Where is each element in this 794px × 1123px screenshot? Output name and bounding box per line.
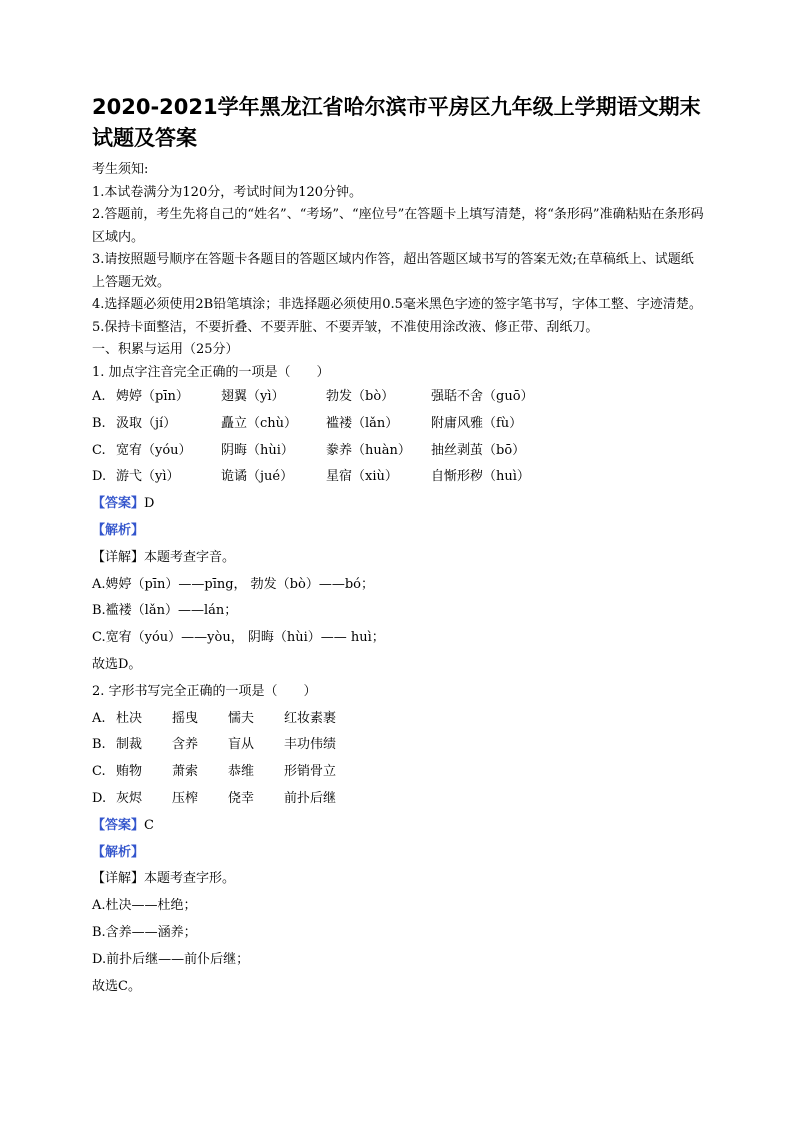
question-stem: 1. 加点字注音完全正确的一项是（ ） xyxy=(92,364,330,380)
answer-tag: 【答案】 xyxy=(92,496,145,512)
option-word: 恭维 xyxy=(228,764,255,780)
option-letter: A. xyxy=(92,389,106,404)
option-word: 懦夫 xyxy=(228,710,255,726)
option-word: 红妆素裹 xyxy=(284,710,337,726)
option-letter: C. xyxy=(92,442,106,458)
option-row xyxy=(92,732,710,759)
option-word: 前扑后继 xyxy=(284,790,337,806)
detail-tag: 【详解】 xyxy=(92,549,145,565)
option-word: 汲取（jí） xyxy=(116,415,177,431)
option-word: 娉婷（pīn） xyxy=(116,389,189,404)
document-page xyxy=(92,92,710,1000)
option-word: 制裁 xyxy=(116,737,143,753)
notice-item: 5.保持卡面整洁，不要折叠、不要弄脏、不要弄皱，不准使用涂改液、修正带、刮纸刀。 xyxy=(92,319,599,335)
option-word: 褴褛（lǎn） xyxy=(326,415,399,431)
option-letter: D. xyxy=(92,790,107,806)
option-word: 自惭形秽（huì） xyxy=(431,469,530,485)
option-word: 侥幸 xyxy=(228,790,255,806)
answer-value: C xyxy=(144,817,154,833)
option-word: 灰烬 xyxy=(116,790,143,806)
option-word: 勃发（bò） xyxy=(326,389,395,404)
explanation-line: C.宽宥（yóu）——yòu， 阴晦（hùi）—— huì； xyxy=(92,630,385,646)
notice-item: 2.答题前，考生先将自己的“姓名”、“考场”、“座位号”在答题卡上填写清楚，将“条形码”准确粘贴在条形码区域内。 xyxy=(92,207,704,245)
analysis-tag: 【解析】 xyxy=(92,522,145,538)
explanation-line: 故选C。 xyxy=(92,978,141,994)
option-letter: C. xyxy=(92,764,106,780)
option-word: 贿物 xyxy=(116,764,143,780)
answer-value: D xyxy=(144,496,155,512)
option-word: 摇曳 xyxy=(172,710,199,726)
notice-item: 4.选择题必须使用2B铅笔填涂；非选择题必须使用0.5毫米黑色字迹的签字笔书写，字体工整、字迹清楚。 xyxy=(92,297,702,312)
option-word: 豢养（huàn） xyxy=(326,442,411,458)
option-word: 杜决 xyxy=(116,710,143,726)
explanation-line: 故选D。 xyxy=(92,656,142,672)
option-word: 附庸风雅（fù） xyxy=(431,415,523,431)
option-word: 翅翼（yì） xyxy=(221,389,285,404)
option-letter: B. xyxy=(92,415,106,431)
option-word: 游弋（yì） xyxy=(116,469,180,485)
question-stem: 2. 字形书写完全正确的一项是（ ） xyxy=(92,683,317,699)
detail-tag: 【详解】 xyxy=(92,871,145,887)
option-word: 宽宥（yóu） xyxy=(116,442,192,458)
option-row xyxy=(92,706,710,733)
option-word: 抽丝剥茧（bō） xyxy=(431,442,526,458)
option-word: 丰功伟绩 xyxy=(284,737,337,753)
page-title: 2020-2021学年黑龙江省哈尔滨市平房区九年级上学期语文期末试题及答案 xyxy=(92,95,701,150)
option-letter: A. xyxy=(92,710,106,726)
notice-heading: 考生须知: xyxy=(92,162,149,177)
option-row xyxy=(92,759,710,786)
analysis-tag: 【解析】 xyxy=(92,844,145,860)
explanation-line: B.含养——涵养； xyxy=(92,924,197,940)
option-word: 盲从 xyxy=(228,737,255,753)
section-heading: 一、积累与运用（25分） xyxy=(92,342,239,357)
detail-line xyxy=(92,545,710,572)
option-row xyxy=(92,411,710,438)
explanation-line: A.杜决——杜绝； xyxy=(92,898,197,914)
option-word: 星宿（xiù） xyxy=(326,469,398,485)
explanation-line: B.褴褛（lǎn）——lán； xyxy=(92,603,238,619)
option-letter: D. xyxy=(92,469,107,485)
option-word: 萧索 xyxy=(172,764,199,780)
option-row xyxy=(92,384,710,411)
notice-item: 1.本试卷满分为120分，考试时间为120分钟。 xyxy=(92,184,363,200)
explanation-line: A.娉婷（pīn）——pīng， 勃发（bò）——bó； xyxy=(92,576,374,592)
detail-text: 本题考查字音。 xyxy=(144,549,236,565)
option-word: 矗立（chù） xyxy=(221,415,298,431)
notice-item: 3.请按照题号顺序在答题卡各题目的答题区域内作答，超出答题区域书写的答案无效;在草稿纸上、试题纸上答题无效。 xyxy=(92,252,694,290)
option-word: 压榨 xyxy=(172,790,199,806)
option-row xyxy=(92,438,710,465)
option-word: 形销骨立 xyxy=(284,764,337,780)
answer-line xyxy=(92,491,710,518)
answer-tag: 【答案】 xyxy=(92,817,145,833)
answer-line xyxy=(92,813,710,840)
option-word: 含养 xyxy=(172,737,199,753)
analysis-line xyxy=(92,518,710,545)
detail-line xyxy=(92,866,710,893)
analysis-line xyxy=(92,840,710,867)
option-word: 诡谲（jué） xyxy=(221,469,294,485)
option-letter: B. xyxy=(92,737,106,753)
explanation-line: D.前扑后继——前仆后继； xyxy=(92,951,250,967)
option-row xyxy=(92,464,710,491)
option-word: 强聒不舍（guō） xyxy=(431,389,534,404)
option-word: 阴晦（hùi） xyxy=(221,442,294,458)
option-row xyxy=(92,786,710,813)
detail-text: 本题考查字形。 xyxy=(144,871,236,887)
